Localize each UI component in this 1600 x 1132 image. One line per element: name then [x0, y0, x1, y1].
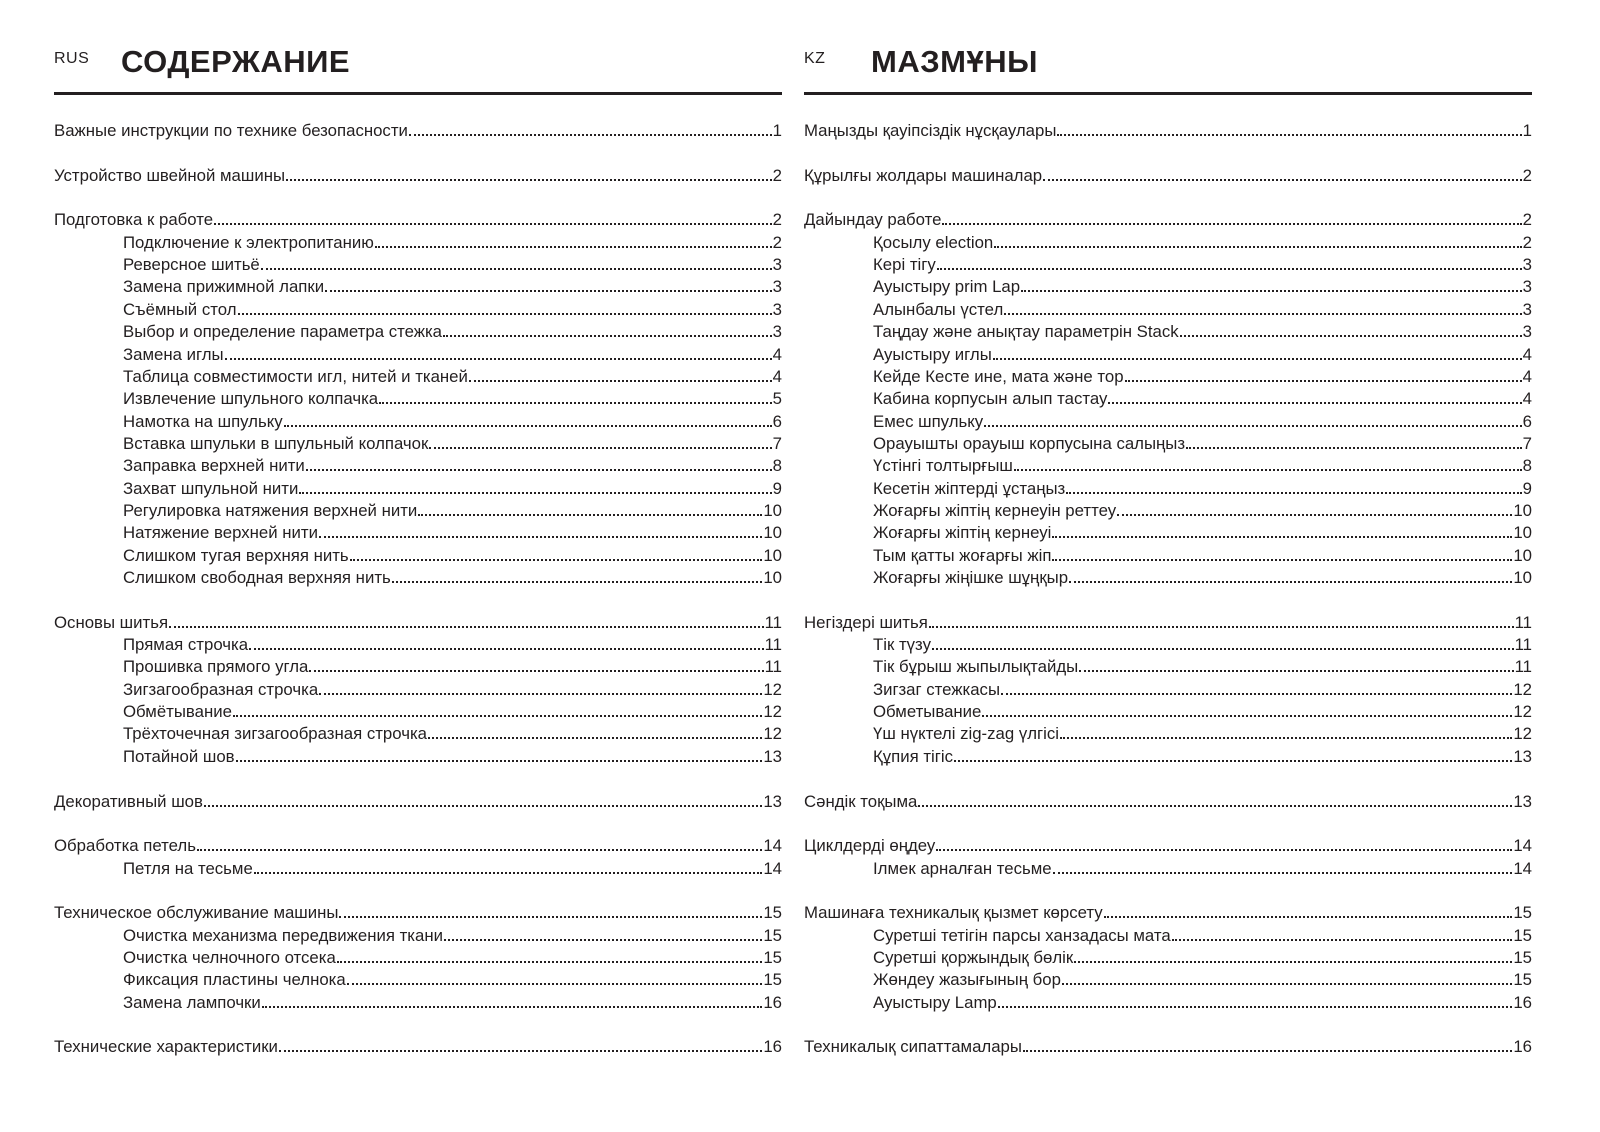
- toc-entry-page-number: 12: [1513, 702, 1532, 722]
- kz-page-title: МАЗМҰНЫ: [871, 44, 1038, 79]
- toc-entry[interactable]: [873, 253, 1532, 276]
- dot-leader: [993, 358, 1522, 360]
- toc-entry-label: Устройство швейной машины: [54, 165, 286, 185]
- toc-entry[interactable]: [123, 655, 782, 678]
- dot-leader: [319, 693, 762, 695]
- toc-entry-page-number: 2: [1522, 232, 1532, 252]
- dot-leader: [261, 268, 772, 270]
- dot-leader: [1057, 134, 1521, 136]
- toc-entry[interactable]: [873, 700, 1532, 723]
- toc-entry[interactable]: [123, 320, 782, 343]
- toc-entry-label: Ауыстыру prim Lap: [873, 277, 1021, 297]
- toc-entry-label: Үстінгі толтырғыш: [873, 456, 1013, 476]
- toc-entry-page-number: 14: [1513, 858, 1532, 878]
- toc-entry[interactable]: [804, 834, 1532, 857]
- toc-entry-label: Очистка механизма передвижения ткани: [123, 925, 443, 945]
- toc-entry-page-number: 9: [1522, 478, 1532, 498]
- toc-entry[interactable]: [873, 678, 1532, 701]
- toc-entry-label: Жоғарғы жіптің кернеуі: [873, 523, 1052, 543]
- dot-leader: [279, 1050, 762, 1052]
- toc-entry-page-number: 16: [763, 992, 782, 1012]
- dot-leader: [375, 246, 772, 248]
- toc-entry-page-number: 10: [763, 568, 782, 587]
- toc-entry-page-number: 13: [1513, 746, 1532, 766]
- toc-entry-label: Құпия тігіс: [873, 746, 954, 766]
- toc-entry[interactable]: [123, 968, 782, 991]
- toc-entry[interactable]: [873, 521, 1532, 544]
- dot-leader: [379, 402, 772, 404]
- toc-entry-page-number: 3: [1522, 277, 1532, 297]
- toc-entry[interactable]: [873, 432, 1532, 455]
- toc-entry-label: Таңдау және анықтау параметрін Stack: [873, 322, 1179, 342]
- toc-entry-page-number: 8: [772, 456, 782, 476]
- dot-leader: [350, 559, 763, 561]
- toc-entry-label: Тік түзу: [873, 635, 931, 655]
- toc-entry-label: Тік бұрыш жыпылықтайды: [873, 657, 1079, 677]
- toc-entry-page-number: 4: [1522, 389, 1532, 409]
- dot-leader: [254, 872, 763, 874]
- toc-entry[interactable]: [804, 208, 1532, 231]
- toc-entry-label: Кесетін жіптерді ұстаңыз: [873, 478, 1066, 498]
- toc-entry-page-number: 8: [1522, 456, 1532, 476]
- dot-leader: [214, 223, 772, 225]
- toc-entry-page-number: 12: [763, 679, 782, 699]
- toc-entry-page-number: 15: [763, 903, 782, 923]
- dot-leader: [942, 223, 1521, 225]
- dot-leader: [1004, 313, 1521, 315]
- dot-leader: [1062, 983, 1512, 985]
- toc-entry-page-number: 16: [763, 1037, 782, 1057]
- toc-entry[interactable]: [873, 946, 1532, 969]
- toc-entry-label: Кейде Кесте ине, мата және тор: [873, 366, 1124, 386]
- toc-entry[interactable]: [873, 544, 1532, 567]
- toc-entry[interactable]: [804, 611, 1532, 634]
- toc-entry-page-number: 2: [772, 210, 782, 230]
- toc-entry-label: Ауыстыру Lamp: [873, 992, 997, 1012]
- toc-entry[interactable]: [123, 566, 782, 589]
- dot-leader: [286, 179, 772, 181]
- toc-entry-page-number: 10: [763, 500, 782, 520]
- toc-entry[interactable]: [873, 231, 1532, 254]
- toc-entry-page-number: 14: [763, 858, 782, 878]
- toc-entry[interactable]: [54, 119, 782, 142]
- toc-entry-page-number: 12: [1513, 724, 1532, 744]
- dot-leader: [918, 805, 1512, 807]
- toc-entry-label: Выбор и определение параметра стежка: [123, 322, 442, 342]
- dot-leader: [1104, 916, 1513, 918]
- toc-entry-page-number: 13: [763, 746, 782, 766]
- toc-entry-page-number: 15: [763, 947, 782, 967]
- toc-entry-label: Фиксация пластины челнока: [123, 970, 346, 990]
- toc-entry-page-number: 16: [1513, 1037, 1532, 1057]
- dot-leader: [429, 447, 771, 449]
- dot-leader: [284, 425, 772, 427]
- dot-leader: [929, 626, 1514, 628]
- toc-entry-label: Захват шпульной нити: [123, 478, 299, 498]
- dot-leader: [1043, 179, 1522, 181]
- toc-entry-page-number: 3: [772, 299, 782, 319]
- toc-entry[interactable]: [123, 924, 782, 947]
- dot-leader: [325, 290, 772, 292]
- toc-entry-page-number: 13: [763, 791, 782, 811]
- toc-entry-page-number: 10: [1513, 545, 1532, 565]
- toc-entry[interactable]: [873, 566, 1532, 589]
- toc-entry[interactable]: [123, 275, 782, 298]
- dot-leader: [309, 670, 763, 672]
- toc-entry[interactable]: [873, 924, 1532, 947]
- toc-entry-label: Дайындау работе: [804, 210, 942, 230]
- toc-entry-page-number: 11: [764, 657, 782, 677]
- toc-entry[interactable]: [873, 633, 1532, 656]
- toc-entry-label: Үш нүктелі zig-zag үлгісі: [873, 724, 1060, 744]
- toc-entry-label: Орауышты орауыш корпусына салыңыз: [873, 433, 1186, 453]
- dot-leader: [169, 626, 764, 628]
- dot-leader: [1052, 559, 1512, 561]
- toc-entry-label: Суретші тетігін парсы ханзадасы мата: [873, 925, 1171, 945]
- toc-entry-label: Суретші қоржындық бөлік: [873, 947, 1074, 967]
- toc-entry[interactable]: [873, 387, 1532, 410]
- toc-entry[interactable]: [123, 946, 782, 969]
- toc-entry[interactable]: [123, 678, 782, 701]
- toc-entry-label: Слишком свободная верхняя нить: [123, 568, 391, 587]
- dot-leader: [469, 380, 772, 382]
- toc-entry[interactable]: [54, 208, 782, 231]
- toc-entry-page-number: 15: [1513, 903, 1532, 923]
- toc-entry-page-number: 3: [1522, 299, 1532, 319]
- toc-entry-page-number: 12: [763, 724, 782, 744]
- toc-entry-label: Трёхточечная зигзагообразная строчка: [123, 724, 427, 744]
- toc-entry[interactable]: [54, 834, 782, 857]
- toc-entry[interactable]: [54, 901, 782, 924]
- dot-leader: [337, 961, 763, 963]
- dot-leader: [1117, 514, 1512, 516]
- toc-entry-label: Сәндік тоқыма: [804, 791, 918, 811]
- toc-entry-label: Декоративный шов: [54, 791, 203, 811]
- toc-entry-label: Кабина корпусын алып тастау: [873, 389, 1108, 409]
- toc-entry[interactable]: [873, 477, 1532, 500]
- rus-language-code: RUS: [54, 50, 90, 67]
- toc-entry[interactable]: [54, 1035, 782, 1058]
- toc-entry-page-number: 11: [764, 635, 782, 655]
- toc-entry[interactable]: [54, 790, 782, 813]
- toc-entry[interactable]: [123, 521, 782, 544]
- toc-entry-page-number: 15: [1513, 970, 1532, 990]
- toc-entry-label: Замена лампочки: [123, 992, 261, 1012]
- toc-entry[interactable]: [123, 991, 782, 1014]
- dot-leader: [998, 1006, 1513, 1008]
- dot-leader: [984, 425, 1522, 427]
- toc-entry-label: Слишком тугая верхняя нить: [123, 545, 349, 565]
- dot-leader: [1023, 1050, 1512, 1052]
- dot-leader: [936, 849, 1512, 851]
- toc-entry[interactable]: [123, 253, 782, 276]
- toc-entry-page-number: 11: [1514, 657, 1532, 677]
- toc-entry-label: Извлечение шпульного колпачка: [123, 389, 379, 409]
- toc-entry-label: Қосылу election: [873, 232, 994, 252]
- dot-leader: [197, 849, 762, 851]
- toc-entry-label: Прямая строчка: [123, 635, 249, 655]
- dot-leader: [1014, 469, 1522, 471]
- toc-entry-page-number: 3: [772, 322, 782, 342]
- toc-entry-label: Техникалық сипаттамалары: [804, 1037, 1022, 1057]
- toc-entry-page-number: 7: [1522, 433, 1532, 453]
- toc-entry[interactable]: [804, 901, 1532, 924]
- dot-leader: [1066, 492, 1521, 494]
- toc-entry-page-number: 3: [1522, 322, 1532, 342]
- toc-entry[interactable]: [873, 410, 1532, 433]
- toc-entry[interactable]: [873, 320, 1532, 343]
- toc-entry-page-number: 4: [772, 366, 782, 386]
- toc-entry-label: Технические характеристики: [54, 1037, 278, 1057]
- toc-entry[interactable]: [873, 968, 1532, 991]
- toc-entry-page-number: 9: [772, 478, 782, 498]
- toc-entry[interactable]: [123, 544, 782, 567]
- dot-leader: [1180, 335, 1522, 337]
- toc-entry[interactable]: [123, 745, 782, 768]
- dot-leader: [932, 648, 1514, 650]
- toc-entry-page-number: 12: [1513, 679, 1532, 699]
- toc-entry-page-number: 16: [1513, 992, 1532, 1012]
- toc-entry-page-number: 14: [763, 836, 782, 856]
- toc-entry-page-number: 15: [1513, 925, 1532, 945]
- toc-entry[interactable]: [123, 343, 782, 366]
- toc-entry[interactable]: [123, 700, 782, 723]
- toc-entry[interactable]: [804, 790, 1532, 813]
- toc-entry-label: Циклдерді өңдеу: [804, 836, 936, 856]
- toc-entry[interactable]: [123, 365, 782, 388]
- toc-entry-page-number: 3: [772, 255, 782, 275]
- dot-leader: [994, 246, 1521, 248]
- dot-leader: [233, 715, 762, 717]
- toc-entry[interactable]: [123, 432, 782, 455]
- toc-entry-page-number: 2: [1522, 165, 1532, 185]
- toc-entry[interactable]: [123, 231, 782, 254]
- toc-entry-page-number: 1: [1522, 121, 1532, 140]
- toc-entry[interactable]: [873, 857, 1532, 880]
- toc-entry-label: Заправка верхней нити: [123, 456, 305, 476]
- kz-header: [804, 0, 1532, 95]
- toc-entry[interactable]: [123, 298, 782, 321]
- toc-entry-label: Прошивка прямого угла: [123, 657, 309, 677]
- toc-entry-page-number: 10: [1513, 523, 1532, 543]
- toc-entry-page-number: 13: [1513, 791, 1532, 811]
- dot-leader: [937, 268, 1522, 270]
- toc-entry-page-number: 12: [763, 702, 782, 722]
- dot-leader: [444, 939, 762, 941]
- toc-entry-label: Обработка петель: [54, 836, 196, 856]
- toc-entry[interactable]: [873, 722, 1532, 745]
- toc-entry-page-number: 2: [772, 232, 782, 252]
- toc-entry[interactable]: [873, 343, 1532, 366]
- toc-entry[interactable]: [123, 499, 782, 522]
- toc-entry-label: Съёмный стол: [123, 299, 237, 319]
- toc-entry[interactable]: [873, 499, 1532, 522]
- toc-entry-page-number: 4: [1522, 344, 1532, 364]
- dot-leader: [236, 760, 763, 762]
- toc-entry[interactable]: [54, 164, 782, 187]
- toc-entry-page-number: 5: [772, 389, 782, 409]
- toc-entry-label: Основы шитья: [54, 612, 169, 632]
- toc-entry[interactable]: [873, 275, 1532, 298]
- toc-entry-label: Жөндеу жазығының бор: [873, 970, 1061, 990]
- dot-leader: [428, 737, 762, 739]
- toc-entry-label: Натяжение верхней нити: [123, 523, 318, 543]
- toc-entry-label: Техническое обслуживание машины: [54, 903, 339, 923]
- toc-entry-page-number: 10: [763, 523, 782, 543]
- toc-entry-label: Маңызды қауіпсіздік нұсқаулары: [804, 121, 1057, 140]
- toc-entry[interactable]: [123, 387, 782, 410]
- toc-entry-label: Намотка на шпульку: [123, 411, 283, 431]
- rus-column: [54, 0, 782, 1057]
- dot-leader: [204, 805, 762, 807]
- toc-entry-page-number: 11: [1514, 612, 1532, 632]
- dot-leader: [339, 916, 762, 918]
- toc-entry-label: Вставка шпульки в шпульный колпачок: [123, 433, 429, 453]
- toc-entry-page-number: 11: [764, 612, 782, 632]
- toc-entry[interactable]: [54, 611, 782, 634]
- dot-leader: [1053, 872, 1513, 874]
- rus-header: [54, 0, 782, 95]
- dot-leader: [392, 581, 763, 583]
- toc-entry-label: Ауыстыру иглы: [873, 344, 992, 364]
- dot-leader: [1001, 693, 1512, 695]
- toc-entry-page-number: 10: [1513, 500, 1532, 520]
- toc-entry-page-number: 1: [772, 121, 782, 140]
- toc-entry-label: Алынбалы үстел: [873, 299, 1004, 319]
- dot-leader: [1060, 737, 1512, 739]
- kz-language-code: KZ: [804, 50, 826, 67]
- dot-leader: [409, 134, 772, 136]
- toc-entry-page-number: 7: [772, 433, 782, 453]
- dot-leader: [443, 335, 772, 337]
- dot-leader: [1186, 447, 1522, 449]
- dot-leader: [418, 514, 762, 516]
- toc-entry-page-number: 11: [1514, 635, 1532, 655]
- toc-entry-label: Замена прижимной лапки: [123, 277, 325, 297]
- dot-leader: [225, 358, 772, 360]
- dot-leader: [238, 313, 772, 315]
- toc-entry-page-number: 10: [1513, 568, 1532, 587]
- toc-entry[interactable]: [123, 722, 782, 745]
- dot-leader: [1052, 536, 1512, 538]
- dot-leader: [262, 1006, 763, 1008]
- rus-page-title: СОДЕРЖАНИЕ: [121, 44, 351, 79]
- dot-leader: [982, 715, 1512, 717]
- toc-entry-label: Негіздері шитья: [804, 612, 928, 632]
- toc-entry-page-number: 15: [763, 970, 782, 990]
- toc-entry-page-number: 15: [1513, 947, 1532, 967]
- dot-leader: [299, 492, 771, 494]
- toc-entry[interactable]: [873, 298, 1532, 321]
- toc-entry-page-number: 15: [763, 925, 782, 945]
- toc-entry[interactable]: [873, 991, 1532, 1014]
- toc-entry-label: Обмётывание: [123, 702, 232, 722]
- toc-entry-label: Таблица совместимости игл, нитей и тканей: [123, 366, 468, 386]
- toc-entry-label: Регулировка натяжения верхней нити: [123, 500, 418, 520]
- toc-entry-label: Подключение к электропитанию: [123, 232, 374, 252]
- toc-entry-page-number: 3: [772, 277, 782, 297]
- dot-leader: [1021, 290, 1522, 292]
- kz-column: [804, 0, 1532, 1057]
- toc-entry-label: Петля на тесьме: [123, 858, 253, 878]
- toc-entry-page-number: 4: [772, 344, 782, 364]
- dot-leader: [306, 469, 772, 471]
- toc-entry-label: Құрылғы жолдары машиналар: [804, 165, 1043, 185]
- toc-entry-label: Зигзагообразная строчка: [123, 679, 319, 699]
- toc-entry-label: Потайной шов: [123, 746, 235, 766]
- toc-entry-page-number: 10: [763, 545, 782, 565]
- toc-entry-page-number: 4: [1522, 366, 1532, 386]
- dot-leader: [249, 648, 764, 650]
- toc-entry[interactable]: [123, 410, 782, 433]
- toc-entry-label: Емес шпульку: [873, 411, 984, 431]
- toc-entry-label: Важные инструкции по технике безопасности: [54, 121, 408, 140]
- toc-entry[interactable]: [123, 857, 782, 880]
- toc-entry[interactable]: [873, 454, 1532, 477]
- toc-entry-label: Машинаға техникалық қызмет көрсету: [804, 903, 1103, 923]
- toc-entry-label: Тым қатты жоғарғы жіп: [873, 545, 1052, 565]
- dot-leader: [1074, 961, 1512, 963]
- dot-leader: [1172, 939, 1513, 941]
- toc-entry-label: Обметывание: [873, 702, 982, 722]
- dot-leader: [954, 760, 1512, 762]
- toc-entry-label: Кері тігу: [873, 255, 936, 275]
- dot-leader: [319, 536, 762, 538]
- toc-entry[interactable]: [804, 1035, 1532, 1058]
- dot-leader: [1125, 380, 1522, 382]
- toc-entry[interactable]: [873, 655, 1532, 678]
- toc-entry-page-number: 2: [1522, 210, 1532, 230]
- toc-entry[interactable]: [123, 477, 782, 500]
- toc-entry-page-number: 6: [1522, 411, 1532, 431]
- toc-entry-page-number: 6: [772, 411, 782, 431]
- toc-entry-label: Жоғарғы жіптің кернеуін реттеу: [873, 500, 1117, 520]
- toc-entry[interactable]: [804, 119, 1532, 142]
- dot-leader: [1079, 670, 1513, 672]
- toc-entry[interactable]: [873, 745, 1532, 768]
- dot-leader: [1069, 581, 1512, 583]
- dot-leader: [1108, 402, 1521, 404]
- toc-entry[interactable]: [873, 365, 1532, 388]
- toc-entry-label: Жоғарғы жіңішке шұңқыр: [873, 568, 1069, 587]
- toc-entry-label: Замена иглы: [123, 344, 224, 364]
- toc-entry-label: Зигзаг стежкасы: [873, 679, 1001, 699]
- toc-entry-label: Очистка челночного отсека: [123, 947, 336, 967]
- toc-entry-label: Ілмек арналған тесьме: [873, 858, 1052, 878]
- toc-entry-page-number: 3: [1522, 255, 1532, 275]
- toc-entry[interactable]: [804, 164, 1532, 187]
- toc-entry-page-number: 2: [772, 165, 782, 185]
- toc-entry-label: Реверсное шитьё: [123, 255, 260, 275]
- toc-entry-label: Подготовка к работе: [54, 210, 214, 230]
- toc-entry[interactable]: [123, 454, 782, 477]
- toc-entry[interactable]: [123, 633, 782, 656]
- toc-entry-page-number: 14: [1513, 836, 1532, 856]
- dot-leader: [347, 983, 763, 985]
